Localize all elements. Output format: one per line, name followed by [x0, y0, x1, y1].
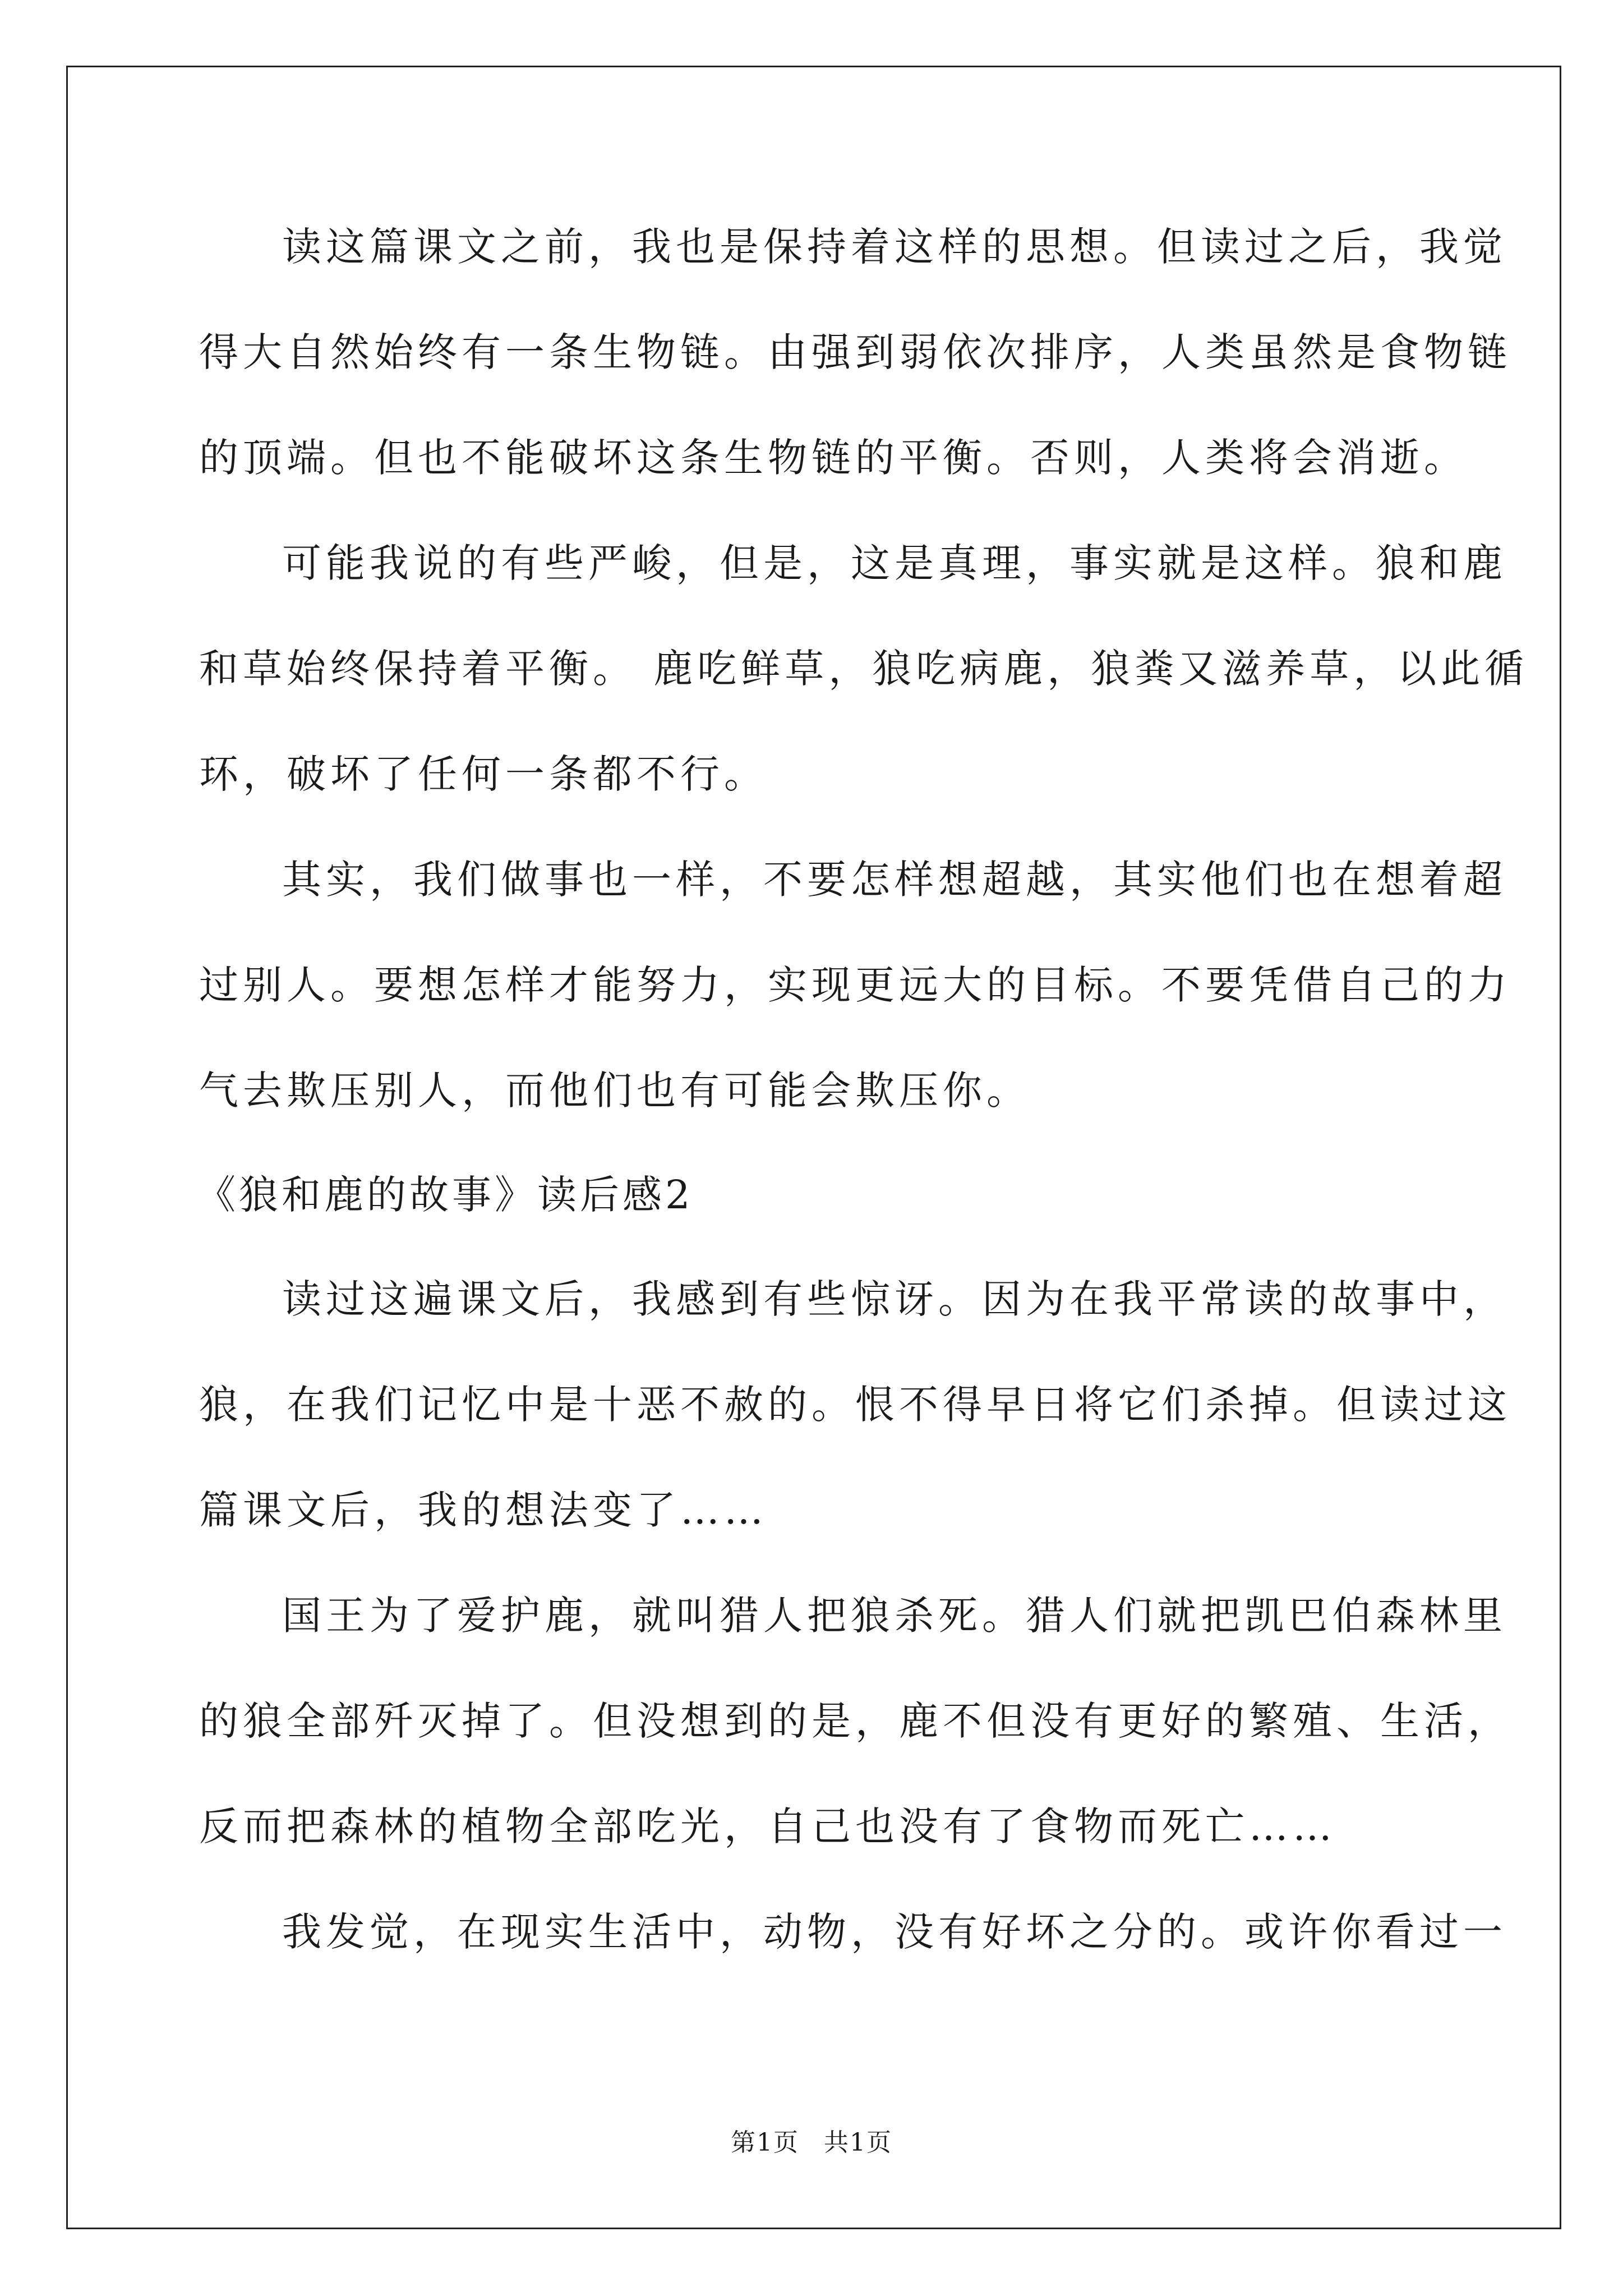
page-current: 第1页: [731, 2128, 799, 2157]
paragraph-4-line-2: 狼，在我们记忆中是十恶不赦的。恨不得早日将它们杀掉。但读过这: [199, 1382, 1511, 1428]
paragraph-1-line-3: 的顶端。但也不能破坏这条生物链的平衡。否则，人类将会消逝。: [199, 435, 1468, 481]
section-heading: 《狼和鹿的故事》读后感2: [196, 1172, 694, 1218]
paragraph-4-line-1: 读过这遍课文后，我感到有些惊讶。因为在我平常读的故事中，: [282, 1276, 1507, 1322]
paragraph-1-line-1: 读这篇课文之前，我也是保持着这样的思想。但读过之后，我觉: [282, 224, 1507, 270]
paragraph-5-line-1: 国王为了爱护鹿，就叫猎人把狼杀死。猎人们就把凯巴伯森林里: [282, 1593, 1507, 1639]
paragraph-5-line-3: 反而把森林的植物全部吃光，自己也没有了食物而死亡……: [199, 1803, 1336, 1849]
page-total: 共1页: [824, 2128, 892, 2157]
paragraph-5-line-2: 的狼全部歼灭掉了。但没想到的是，鹿不但没有更好的繁殖、生活，: [199, 1698, 1511, 1744]
paragraph-2-line-1: 可能我说的有些严峻，但是，这是真理，事实就是这样。狼和鹿: [282, 540, 1507, 586]
page-footer: [0, 2126, 1623, 2160]
paragraph-4-line-3: 篇课文后，我的想法变了……: [199, 1487, 768, 1533]
paragraph-3-line-3: 气去欺压别人，而他们也有可能会欺压你。: [199, 1068, 1030, 1114]
paragraph-2-line-3: 环，破坏了任何一条都不行。: [199, 751, 768, 797]
paragraph-1-line-2: 得大自然始终有一条生物链。由强到弱依次排序，人类虽然是食物链: [199, 329, 1511, 375]
paragraph-2-line-2: 和草始终保持着平衡。 鹿吃鲜草，狼吃病鹿，狼粪又滋养草，以此循: [199, 646, 1529, 692]
paragraph-3-line-1: 其实，我们做事也一样，不要怎样想超越，其实他们也在想着超: [282, 857, 1507, 903]
paragraph-3-line-2: 过别人。要想怎样才能努力，实现更远大的目标。不要凭借自己的力: [199, 962, 1511, 1008]
paragraph-6-line-1: 我发觉，在现实生活中，动物，没有好坏之分的。或许你看过一: [282, 1909, 1507, 1955]
